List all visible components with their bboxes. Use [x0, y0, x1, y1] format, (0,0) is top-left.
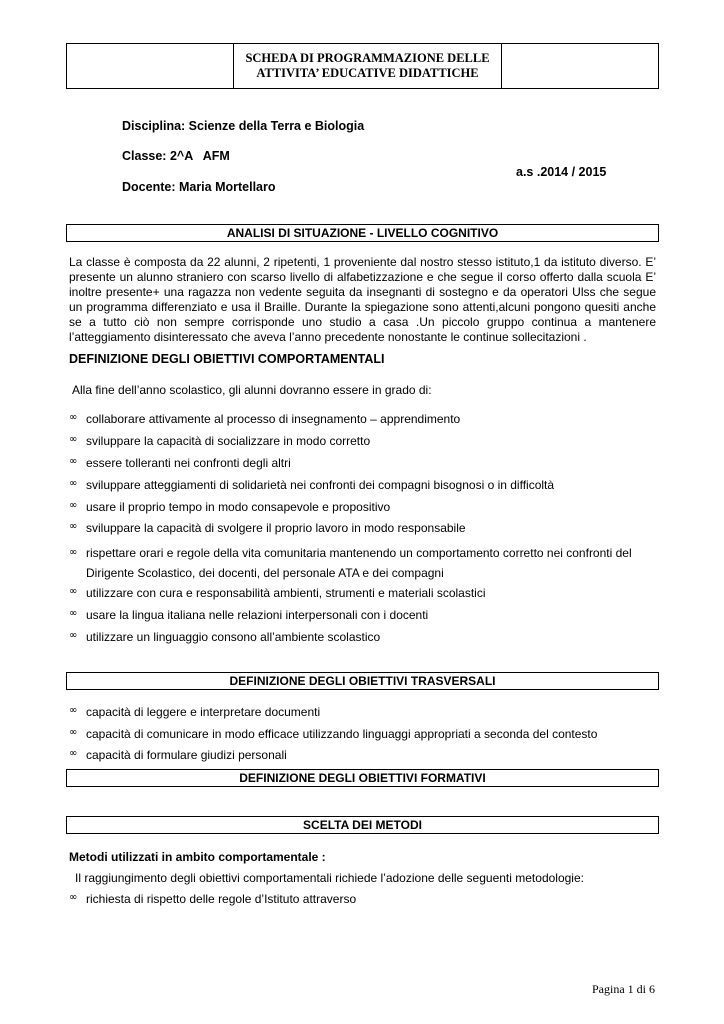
- header-cell-right: [502, 44, 658, 88]
- analisi-line: inoltre presente+ una ragazza non vedente seguita da insegnanti di sostegno e da operatori Ulss che segue: [69, 285, 656, 299]
- infinity-bullet-icon: ∞: [69, 892, 78, 903]
- infinity-bullet-icon: ∞: [69, 727, 78, 738]
- analisi-line: La classe è composta da 22 alunni, 2 ripetenti, 1 proveniente dal nostro stesso istituto,1 da istituto diverso. E’: [69, 255, 656, 269]
- header-cell-left: [67, 44, 234, 88]
- docente-label: Docente: Maria Mortellaro: [122, 180, 276, 194]
- comportamentali-list: [69, 412, 669, 652]
- disciplina-label: Disciplina: Scienze della Terra e Biologia: [122, 119, 365, 133]
- classe-label: Classe: 2^A AFM: [122, 149, 230, 163]
- metodi-intro: Il raggiungimento degli obiettivi comportamentali richiede l’adozione delle seguenti metodologie:: [75, 871, 584, 885]
- analisi-paragraph: [69, 255, 656, 345]
- analisi-line: l’atteggiamento disinteressato che aveva l’anno precedente nonostante le continue sollecitazioni .: [69, 330, 587, 344]
- metodi-title-box: SCELTA DEI METODI: [66, 816, 659, 834]
- list-item: ∞ essere tolleranti nei confronti degli altri: [69, 456, 291, 470]
- infinity-bullet-icon: ∞: [69, 521, 78, 532]
- analisi-line: presente un alunno straniero con scarso livello di alfabetizzazione e che segue il corso offerto dalla scuola E’: [69, 270, 656, 284]
- list-item: ∞ capacità di leggere e interpretare documenti: [69, 705, 321, 719]
- comportamentali-intro: Alla fine dell’anno scolastico, gli alunni dovranno essere in grado di:: [72, 383, 432, 397]
- infinity-bullet-icon: ∞: [69, 412, 78, 423]
- list-item: ∞ sviluppare la capacità di socializzare in modo corretto: [69, 434, 371, 448]
- infinity-bullet-icon: ∞: [69, 705, 78, 716]
- infinity-bullet-icon: ∞: [69, 500, 78, 511]
- infinity-bullet-icon: ∞: [69, 748, 78, 759]
- infinity-bullet-icon: ∞: [69, 478, 78, 489]
- analisi-line: un programma differenziato e usa il Braille. Durante la spiegazione sono attenti,alcuni pongono quesiti anche: [69, 300, 656, 314]
- metodi-subtitle: Metodi utilizzati in ambito comportamentale :: [69, 850, 326, 864]
- anno-scolastico: a.s .2014 / 2015: [516, 165, 607, 179]
- infinity-bullet-icon: ∞: [69, 434, 78, 445]
- analisi-title-box: ANALISI DI SITUAZIONE - LIVELLO COGNITIVO: [66, 224, 659, 242]
- infinity-bullet-icon: ∞: [69, 608, 78, 619]
- list-item: ∞ rispettare orari e regole della vita comunitaria mantenendo un comportamento corretto nei confronti del Dirigente Scolastico, dei docenti, del personale ATA e dei compagni: [69, 543, 669, 586]
- list-item: ∞ collaborare attivamente al processo di insegnamento – apprendimento: [69, 412, 461, 426]
- header-title-line1: SCHEDA DI PROGRAMMAZIONE DELLE: [245, 51, 490, 65]
- page-number: Pagina 1 di 6: [592, 982, 655, 996]
- list-item-continuation: Dirigente Scolastico, dei docenti, del personale ATA e dei compagni: [86, 566, 444, 580]
- trasversali-list: [69, 705, 669, 770]
- metodi-list: [69, 892, 669, 914]
- header-title-line2: ATTIVITA’ EDUCATIVE DIDATTICHE: [256, 66, 479, 80]
- infinity-bullet-icon: ∞: [69, 456, 78, 467]
- list-item: ∞ usare il proprio tempo in modo consapevole e propositivo: [69, 500, 391, 514]
- trasversali-title-box: DEFINIZIONE DEGLI OBIETTIVI TRASVERSALI: [66, 672, 659, 690]
- infinity-bullet-icon: ∞: [69, 630, 78, 641]
- list-item: ∞ capacità di comunicare in modo efficace utilizzando linguaggi appropriati a seconda del contesto: [69, 727, 598, 741]
- list-item: ∞ utilizzare un linguaggio consono all’ambiente scolastico: [69, 630, 381, 644]
- list-item: ∞ sviluppare atteggiamenti di solidarietà nei confronti dei compagni bisognosi o in difficoltà: [69, 478, 555, 492]
- list-item: ∞ utilizzare con cura e responsabilità ambienti, strumenti e materiali scolastici: [69, 586, 486, 600]
- analisi-line: se a tutto ciò non sempre corrisponde uno studio a casa .Un piccolo gruppo continua a mantenere: [69, 315, 656, 329]
- infinity-bullet-icon: ∞: [69, 547, 78, 558]
- header-table: [66, 43, 659, 89]
- infinity-bullet-icon: ∞: [69, 586, 78, 597]
- comportamentali-title: DEFINIZIONE DEGLI OBIETTIVI COMPORTAMENTALI: [69, 352, 385, 366]
- header-title: [234, 44, 502, 88]
- formativi-title-box: DEFINIZIONE DEGLI OBIETTIVI FORMATIVI: [66, 769, 659, 787]
- list-item: ∞ richiesta di rispetto delle regole d’Istituto attraverso: [69, 892, 357, 906]
- list-item: ∞ sviluppare la capacità di svolgere il proprio lavoro in modo responsabile: [69, 521, 466, 535]
- list-item: ∞ usare la lingua italiana nelle relazioni interpersonali con i docenti: [69, 608, 429, 622]
- list-item: ∞ capacità di formulare giudizi personali: [69, 748, 287, 762]
